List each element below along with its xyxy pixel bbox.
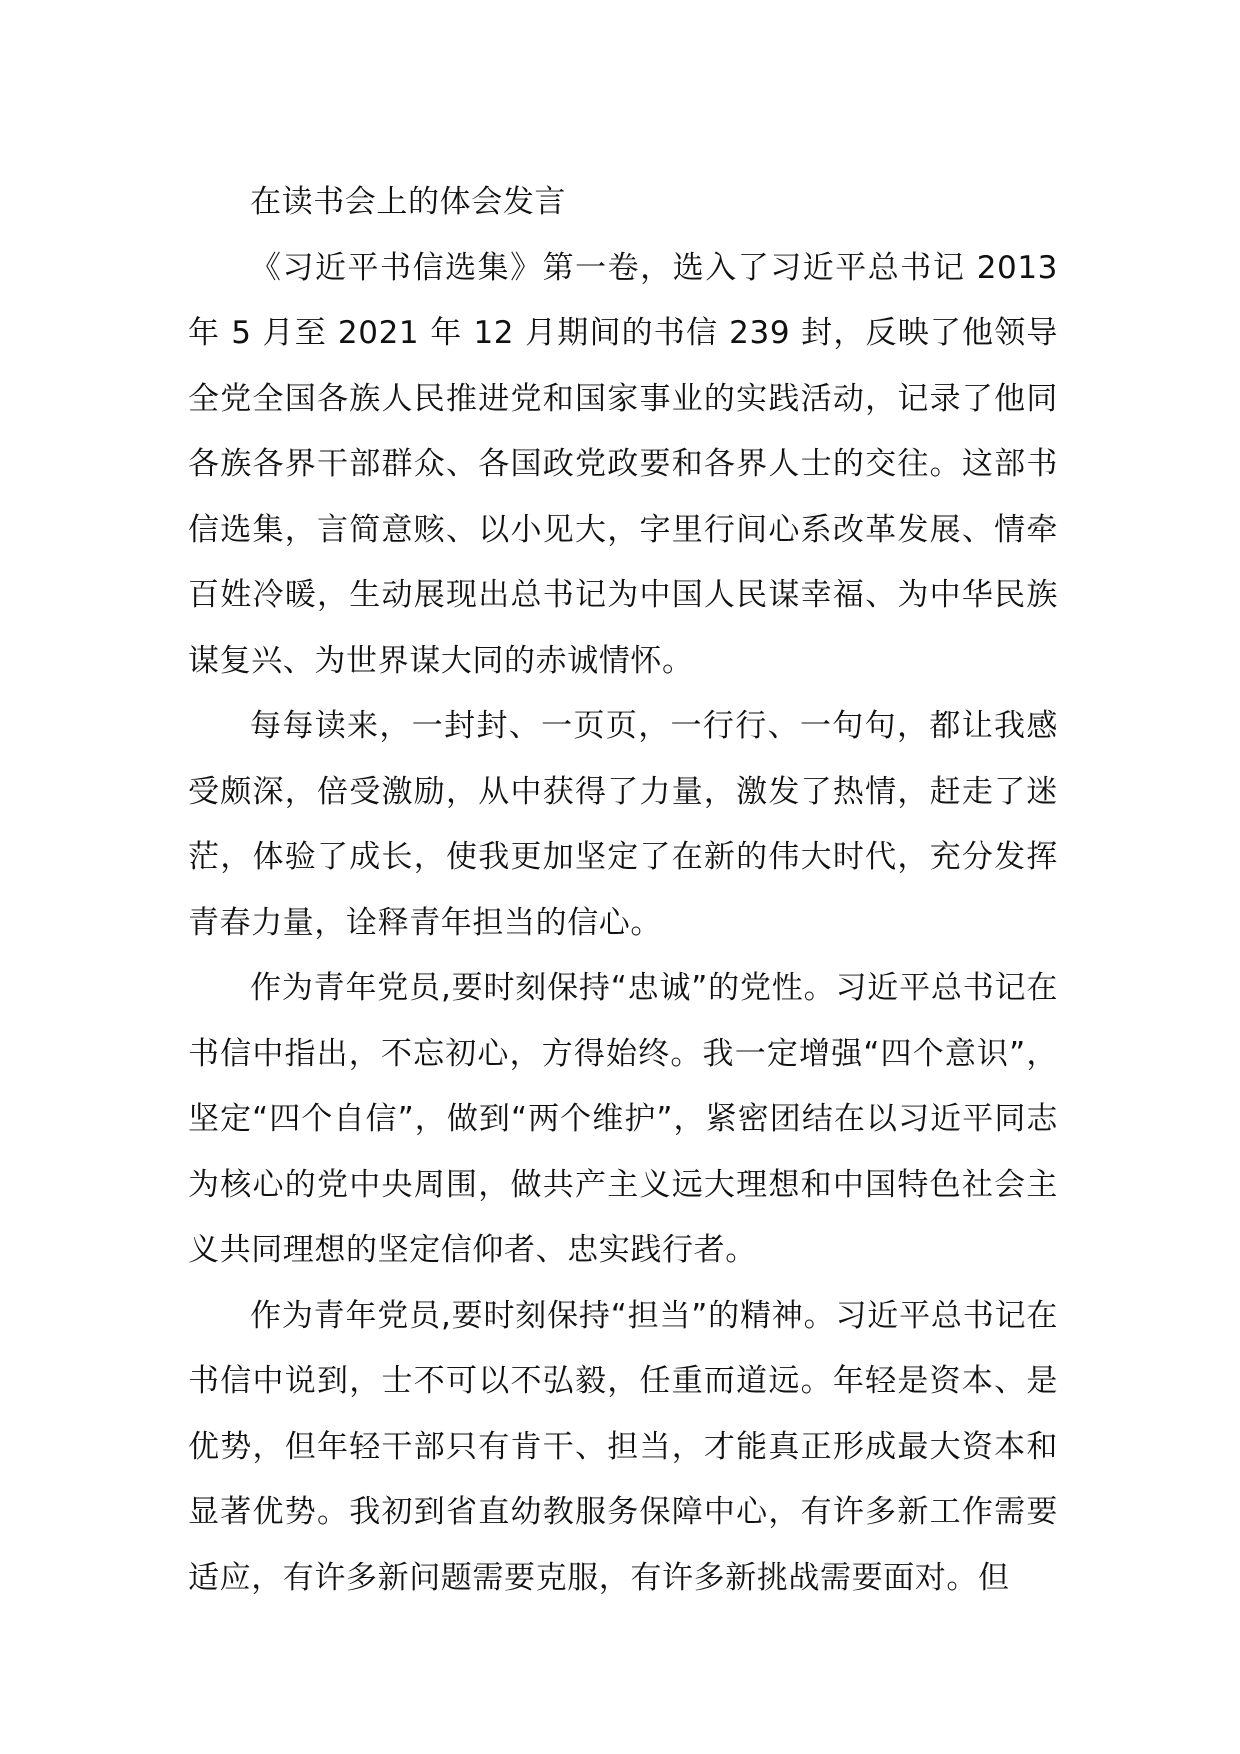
paragraph-reading-feelings: 每每读来，一封封、一页页，一行行、一句句，都让我感受颇深，倍受激励，从中获得了力量，激发了热情，赶走了迷茫，体验了成长，使我更加坚定了在新的伟大时代，充分发挥青春力量，诠释青年担当的信心。 bbox=[188, 708, 1058, 941]
document-body bbox=[188, 170, 1058, 1611]
paragraph-loyalty: 作为青年党员,要时刻保持“忠诚”的党性。习近平总书记在书信中指出，不忘初心，方得始终。我一定增强“四个意识”，坚定“四个自信”，做到“两个维护”，紧密团结在以习近平同志为核心的党中央周围，做共产主义远大理想和中国特色社会主义共同理想的坚定信仰者、忠实践行者。 bbox=[188, 970, 1058, 1268]
paragraph-responsibility: 作为青年党员,要时刻保持“担当”的精神。习近平总书记在书信中说到，士不可以不弘毅，任重而道远。年轻是资本、是优势，但年轻干部只有肯干、担当，才能真正形成最大资本和显著优势。我初到省直幼教服务保障中心，有许多新工作需要适应，有许多新问题需要克服，有许多新挑战需要面对。但 bbox=[188, 1297, 1058, 1596]
paragraph-intro: 《习近平书信选集》第一卷，选入了习近平总书记 2013 年 5 月至 2021 年 12 月期间的书信 239 封，反映了他领导全党全国各族人民推进党和国家事业的实践活动，记录了他同各族各界干部群众、各国政党政要和各界人士的交往。这部书信选集，言简意赅、以小见大，字里行间心系改革发展、情牵百姓冷暖，生动展现出总书记为中国人民谋幸福、为中华民族谋复兴、为世界谋大同的赤诚情怀。 bbox=[188, 249, 1058, 679]
document-title: 在读书会上的体会发言 bbox=[250, 184, 566, 220]
